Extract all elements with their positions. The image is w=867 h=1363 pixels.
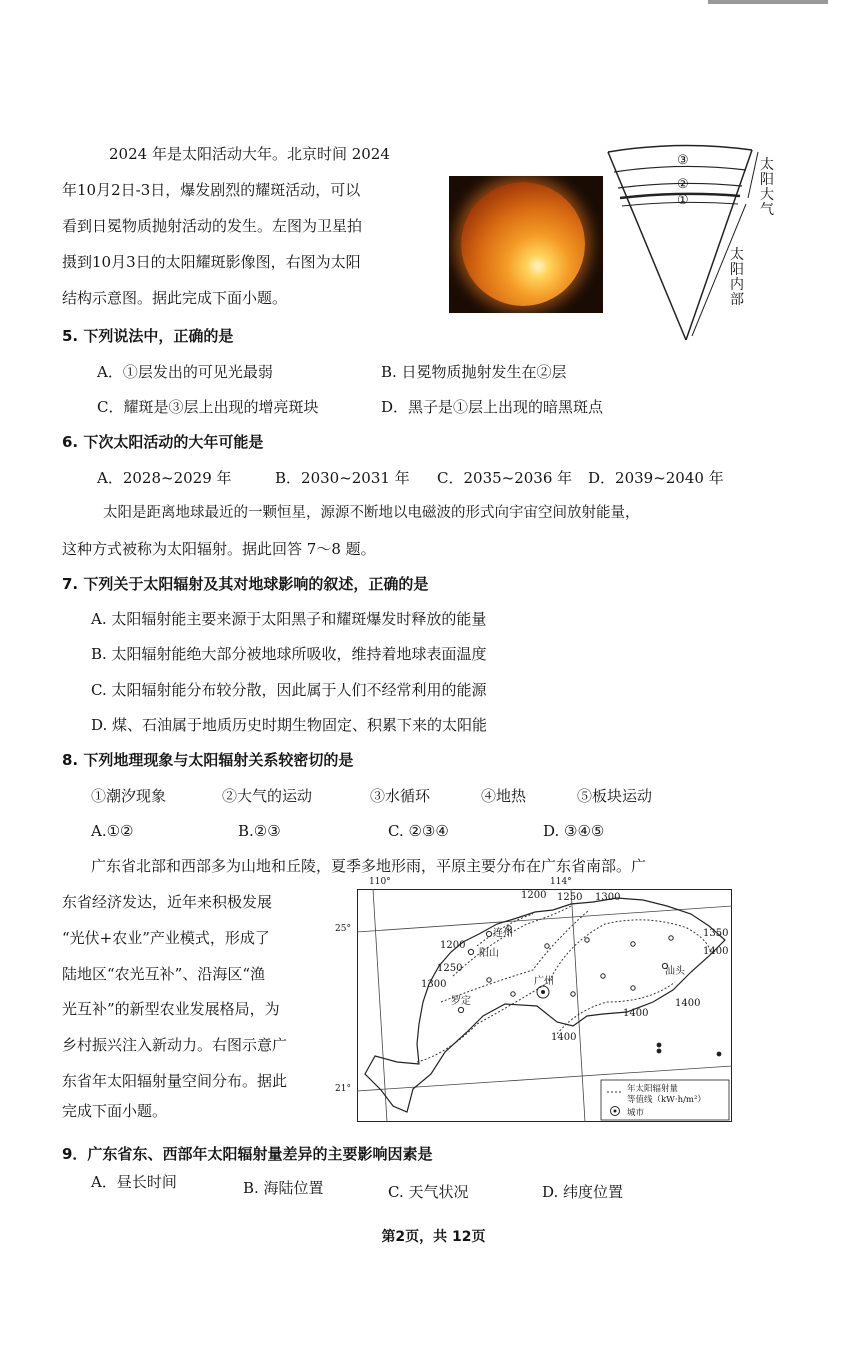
legend-isoline-label: 年太阳辐射量 — [627, 1084, 679, 1094]
q9-option-a: A．昼长时间 — [91, 1173, 177, 1191]
q8-item-5: ⑤板块运动 — [577, 787, 653, 805]
question-7-stem: 7. 下列关于太阳辐射及其对地球影响的叙述，正确的是 — [62, 575, 429, 593]
isoline-label: 1300 — [595, 892, 621, 903]
q6-option-a: A．2028~2029 年 — [97, 469, 232, 487]
top-scan-mark — [708, 0, 828, 4]
q9-option-c: C. 天气状况 — [388, 1183, 469, 1201]
isoline-label: 1400 — [623, 1008, 649, 1019]
legend-isoline-unit: 等值线（kW·h/m²） — [627, 1095, 706, 1105]
q9-option-b: B. 海陆位置 — [243, 1179, 324, 1197]
isoline-label: 1200 — [440, 940, 466, 951]
intro1-line: 年10月2日-3日，爆发剧烈的耀斑活动，可以 — [62, 181, 361, 199]
q5-option-a: A．①层发出的可见光最弱 — [97, 363, 273, 381]
q8-item-2: ②大气的运动 — [222, 787, 313, 805]
isoline-label: 1400 — [703, 946, 729, 957]
q6-option-d: D．2039~2040 年 — [588, 469, 724, 487]
intro3-line: 光互补”的新型农业发展格局，为 — [62, 1000, 280, 1018]
isoline-label: 1250 — [557, 892, 583, 903]
question-5-stem: 5. 下列说法中，正确的是 — [62, 327, 234, 345]
q8-option-a: A.①② — [91, 822, 134, 840]
q5-option-c: C．耀斑是③层上出现的增亮斑块 — [97, 398, 319, 416]
intro3-line: 乡村振兴注入新动力。右图示意广 — [62, 1036, 288, 1054]
city-label-luoding: 罗定 — [451, 996, 471, 1007]
intro3-line: 陆地区“农光互补”、沿海区“渔 — [62, 965, 266, 983]
sun-structure-diagram — [600, 140, 770, 350]
question-6-stem: 6. 下次太阳活动的大年可能是 — [62, 433, 264, 451]
q9-option-d: D. 纬度位置 — [542, 1183, 624, 1201]
lat-label-25: 25° — [335, 924, 351, 934]
isoline-label: 1200 — [521, 890, 547, 901]
guangdong-solar-radiation-map — [335, 877, 732, 1122]
intro3-first-line: 广东省北部和西部多为山地和丘陵，夏季多地形雨，平原主要分布在广东省南部。广 — [91, 857, 647, 875]
isoline-label: 1250 — [437, 963, 463, 974]
sun-disk — [461, 182, 585, 306]
city-label-lianzhou: 连州 — [493, 928, 513, 939]
city-label-guangzhou: 广州 — [534, 976, 554, 987]
city-label-yangshan: 阳山 — [479, 948, 499, 959]
q8-option-b: B.②③ — [238, 822, 281, 840]
question-8-stem: 8. 下列地理现象与太阳辐射关系较密切的是 — [62, 751, 354, 769]
q8-option-c: C. ②③④ — [388, 822, 449, 840]
q7-option-c: C. 太阳辐射能分布较分散，因此属于人们不经常利用的能源 — [91, 681, 487, 699]
sun-atmosphere-label: 太阳大气 — [760, 157, 774, 218]
page-footer: 第2页，共 12页 — [381, 1229, 486, 1245]
isoline-label: 1400 — [551, 1032, 577, 1043]
layer-1-label: ① — [677, 193, 689, 208]
lat-label-21: 21° — [335, 1084, 351, 1094]
intro1-line: 结构示意图。据此完成下面小题。 — [62, 289, 288, 307]
intro2-line: 这种方式被称为太阳辐射。据此回答 7～8 题。 — [62, 540, 376, 558]
intro2-line: 太阳是距离地球最近的一颗恒星，源源不断地以电磁波的形式向宇宙空间放射能量， — [103, 505, 640, 521]
isoline-label: 1300 — [421, 979, 447, 990]
q5-option-b: B. 日冕物质抛射发生在②层 — [381, 363, 567, 381]
layer-3-label: ③ — [677, 153, 689, 168]
lon-label-110: 110° — [369, 877, 391, 887]
question-9-stem: 9．广东省东、西部年太阳辐射量差异的主要影响因素是 — [62, 1145, 433, 1163]
q8-item-4: ④地热 — [481, 787, 527, 805]
city-label-shantou: 汕头 — [665, 966, 685, 977]
legend-city-label: 城市 — [627, 1108, 645, 1118]
intro1-line: 2024 年是太阳活动大年。北京时间 2024 — [109, 145, 390, 163]
intro3-line: 完成下面小题。 — [62, 1102, 168, 1120]
layer-2-label: ② — [677, 177, 689, 192]
q8-item-1: ①潮汐现象 — [91, 787, 167, 805]
q6-option-b: B．2030~2031 年 — [275, 469, 410, 487]
isoline-label: 1400 — [675, 998, 701, 1009]
intro1-line: 摄到10月3日的太阳耀斑影像图，右图为太阳 — [62, 253, 361, 271]
q7-option-b: B. 太阳辐射能绝大部分被地球所吸收，维持着地球表面温度 — [91, 645, 487, 663]
intro1-line: 看到日冕物质抛射活动的发生。左图为卫星拍 — [62, 217, 363, 235]
isoline-label: 1350 — [703, 928, 729, 939]
sun-interior-label: 太阳内部 — [730, 247, 744, 308]
q8-option-d: D. ③④⑤ — [543, 822, 605, 840]
q5-option-d: D．黑子是①层上出现的暗黑斑点 — [381, 398, 604, 416]
solar-flare-photo — [449, 176, 603, 313]
intro3-line: 东省年太阳辐射量空间分布。据此 — [62, 1072, 288, 1090]
lon-label-114: 114° — [550, 877, 572, 887]
q7-option-a: A. 太阳辐射能主要来源于太阳黑子和耀斑爆发时释放的能量 — [91, 610, 487, 628]
q7-option-d: D. 煤、石油属于地质历史时期生物固定、积累下来的太阳能 — [91, 716, 488, 734]
q8-item-3: ③水循环 — [370, 787, 431, 805]
intro3-line: “光伏+农业”产业模式，形成了 — [62, 929, 270, 947]
intro3-line: 东省经济发达，近年来积极发展 — [62, 893, 273, 911]
q6-option-c: C．2035~2036 年 — [437, 469, 573, 487]
